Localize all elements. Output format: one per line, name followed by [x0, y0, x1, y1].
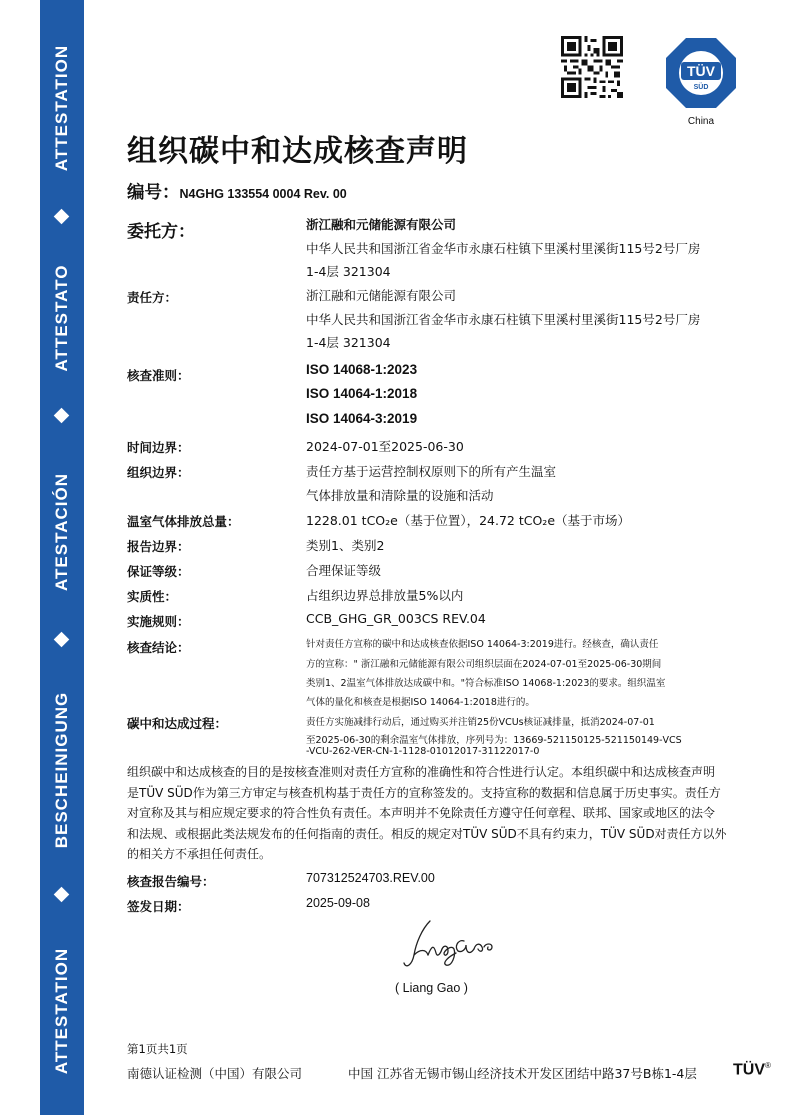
process-line: 责任方实施减排行动后，通过购买并注销25份VCUs核证减排量，抵消2024-07-01: [306, 717, 655, 728]
org-boundary-value: 气体排放量和清除量的设施和活动: [306, 488, 494, 503]
footer-company: 南德认证检测（中国）有限公司: [127, 1066, 303, 1081]
materiality-value: 占组织边界总排放量5%以内: [306, 588, 464, 603]
statement-line: 组织碳中和达成核查的目的是按核查准则对责任方宣称的准确性和符合性进行认定。本组织碳中和达成核查声明: [127, 765, 716, 779]
page-number: 第1页共1页: [127, 1042, 188, 1056]
criteria-item: ISO 14068-1:2023: [306, 362, 418, 377]
client-address-line: 中华人民共和国浙江省金华市永康石柱镇下里溪村里溪街115号2号厂房: [306, 241, 701, 256]
conclusion-line: 方的宣称：" 浙江融和元储能源有限公司组织层面在2024-07-01至2025-06-30期间: [306, 659, 662, 670]
svg-text:SÜD: SÜD: [693, 84, 709, 91]
assurance-value: 合理保证等级: [306, 563, 382, 578]
rules-label: 实施规则：: [127, 614, 190, 629]
client-label: 委托方：: [127, 222, 195, 242]
issue-date-label: 签发日期：: [127, 899, 190, 914]
diamond-icon: [54, 408, 70, 424]
certificate-number: [127, 179, 347, 204]
criteria-label: 核查准则：: [127, 368, 190, 383]
svg-text:TÜV: TÜV: [687, 63, 715, 79]
materiality-label: 实质性：: [127, 589, 178, 604]
sidebar-word: ATTESTATION: [52, 44, 71, 172]
tuv-sud-logo-icon: [664, 36, 738, 110]
report-no-label: 核查报告编号：: [127, 874, 215, 889]
conclusion-label: 核查结论：: [127, 640, 190, 655]
signer-name: ( Liang Gao ): [395, 981, 468, 995]
process-line: -VCU-262-VER-CN-1-1128-01012017-31122017-0: [306, 746, 540, 757]
conclusion-line: 针对责任方宣称的碳中和达成核查依据ISO 14064-3:2019进行。经核查，确认责任: [306, 639, 659, 650]
certificate-number-value: N4GHG 133554 0004 Rev. 00: [179, 187, 347, 201]
statement-line: 对宣称及其与相应规定要求的符合性负有责任。本声明并不免除责任方遵守任何章程、联邦、国家或地区的法令: [127, 806, 716, 820]
sidebar-word: ATESTACIÓN: [52, 473, 71, 591]
sidebar-word: ATTESTATO: [52, 264, 71, 372]
report-no-value: 707312524703.REV.00: [306, 871, 435, 885]
statement-line: 和法规、或根据此类法规发布的任何指南的责任。相反的规定对TÜV SÜD不具有约束力，TÜV SÜD对责任方以外: [127, 826, 727, 841]
qr-code-icon: [561, 36, 623, 98]
process-line: 至2025-06-30的剩余温室气体排放，序列号为：13669-521150125-521150149-VCS: [306, 735, 682, 746]
footer-tuv-logo: TÜV®: [733, 1061, 771, 1079]
reporting-boundary-label: 报告边界：: [127, 539, 190, 554]
responsible-address-line: 1-4层 321304: [306, 335, 391, 350]
page-title: 组织碳中和达成核查声明: [127, 134, 468, 169]
conclusion-line: 气体的量化和核查是根据ISO 14064-1:2018进行的。: [306, 697, 535, 708]
client-address-line: 1-4层 321304: [306, 264, 391, 279]
diamond-icon: [54, 887, 70, 903]
logo-caption: China: [687, 116, 715, 127]
sidebar-word: BESCHEINIGUNG: [52, 691, 71, 849]
responsible-label: 责任方：: [127, 290, 178, 305]
ghg-total-label: 温室气体排放总量：: [127, 514, 240, 529]
time-boundary-label: 时间边界：: [127, 440, 190, 455]
process-label: 碳中和达成过程：: [127, 716, 228, 731]
org-boundary-value: 责任方基于运营控制权原则下的所有产生温室: [306, 464, 557, 479]
signature-image: [400, 915, 520, 973]
sidebar-word: ATTESTATION: [52, 947, 71, 1075]
statement-line: 是TÜV SÜD作为第三方审定与核查机构基于责任方的宣称签发的。支持宣称的数据和信息属于历史事实。责任方: [127, 785, 721, 800]
diamond-icon: [54, 209, 70, 225]
responsible-name: 浙江融和元储能源有限公司: [306, 288, 457, 303]
issue-date-value: 2025-09-08: [306, 896, 370, 910]
time-boundary-value: 2024-07-01至2025-06-30: [306, 439, 464, 454]
ghg-total-value: 1228.01 tCO₂e（基于位置），24.72 tCO₂e（基于市场）: [306, 513, 631, 528]
criteria-item: ISO 14064-3:2019: [306, 411, 418, 426]
statement-paragraph: [127, 762, 727, 865]
conclusion-line: 类别1、2温室气体排放达成碳中和。"符合标准ISO 14068-1:2023的要求。组织温室: [306, 678, 666, 689]
statement-line: 的相关方不承担任何责任。: [127, 847, 272, 861]
org-boundary-label: 组织边界：: [127, 465, 190, 480]
responsible-address-line: 中华人民共和国浙江省金华市永康石柱镇下里溪村里溪街115号2号厂房: [306, 312, 701, 327]
footer-address: 中国 江苏省无锡市锡山经济技术开发区团结中路37号B栋1-4层: [348, 1066, 697, 1081]
sidebar-band: [40, 0, 84, 1115]
rules-value: CCB_GHG_GR_003CS REV.04: [306, 611, 486, 626]
criteria-item: ISO 14064-1:2018: [306, 386, 418, 401]
client-name: 浙江融和元储能源有限公司: [306, 217, 457, 232]
assurance-label: 保证等级：: [127, 564, 190, 579]
diamond-icon: [54, 632, 70, 648]
certificate-number-label: 编号：: [127, 183, 180, 203]
reporting-boundary-value: 类别1、类别2: [306, 538, 385, 553]
